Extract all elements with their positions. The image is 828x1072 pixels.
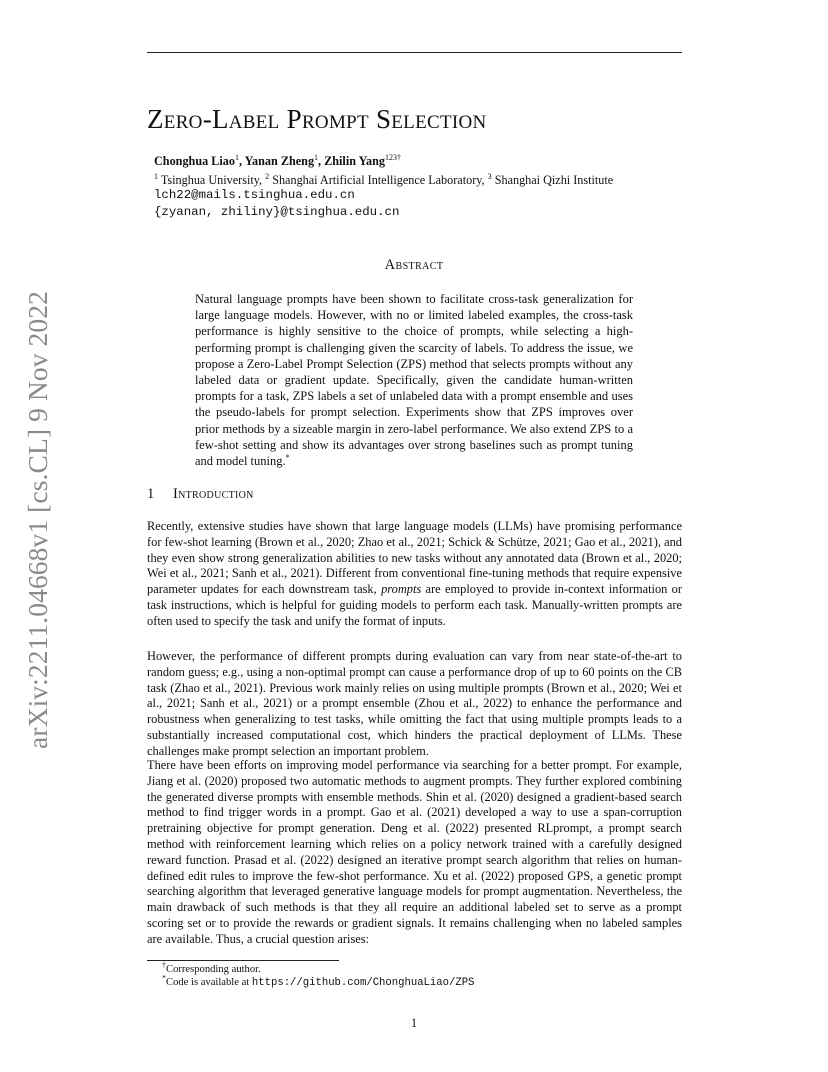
arxiv-identifier-text: arXiv:2211.04668v1 [cs.CL] 9 Nov 2022 — [22, 291, 53, 749]
email-address: {zyanan, zhiliny}@tsinghua.edu.cn — [154, 205, 400, 219]
author-affiliation-mark: 123† — [385, 152, 401, 162]
header-rule — [147, 52, 682, 53]
section-heading — [147, 486, 254, 503]
footnote-text: Code is available at — [166, 977, 252, 988]
body-paragraph: However, the performance of different prompts during evaluation can vary from near state-of-the-art to random guess; e.g., using a non-optimal prompt can cause a performance drop of up to 60 points on the CB task (Zhao et al., 2021). Previous work mainly relies on using multiple prompts (Brown et al., 2020; Wei et al., 2021; Sanh et al., 2021) or a prompt ensemble (Zhou et al., 2022) to enhance the performance and robustness when generalizing to test tasks, while omitting the fact that using multiple prompts leads to a substantially increased computational cost, which hinders the practical deployment of LLMs. These challenges make prompt selection an important problem. — [147, 649, 682, 758]
footnote — [162, 973, 475, 989]
affiliation-mark: 1 — [154, 171, 158, 181]
emphasized-term: prompts — [381, 582, 422, 597]
author-name: Zhilin Yang — [324, 154, 385, 168]
section-number: 1 — [147, 486, 155, 502]
body-paragraph — [147, 519, 682, 630]
abstract-text: Natural language prompts have been shown to facilitate cross-task generalization for large language models. However, with no or limited labeled examples, the cross-task performance is highly sensitive to the choice of prompts, while selecting a high-performing prompt is challenging given the scarcity of labels. To address the issue, we propose a Zero-Label Prompt Selection (ZPS) method that selects prompts without any labeled data or gradient update. Specifically, given the candidate human-written prompts for a task, ZPS labels a set of unlabeled data with a prompt ensemble and uses the pseudo-labels for prompt selection. Experiments show that ZPS improves over prior methods by a sizeable margin in zero-label performance. We also extend ZPS to a few-shot setting and show its advantages over strong baselines such as prompt tuning and model tuning. — [195, 292, 633, 469]
footnote — [162, 960, 261, 975]
footnote-rule — [147, 960, 339, 961]
paragraph-text: are employed to provide in-context information or task instructions, which is helpful for guiding models to perform each task. Manually-written prompts are often used to specify the task and unify the format of inputs. — [147, 582, 682, 628]
author-name: Yanan Zheng — [244, 154, 315, 168]
affiliation-text: Tsinghua University, — [158, 173, 266, 187]
author-list: Chonghua Liao$^1$, Yanan Zheng$^1$, Zhilin Yang$^{123\dagger}$ — [154, 152, 401, 168]
abstract-body — [195, 291, 633, 469]
footnote-mark: † — [162, 960, 166, 970]
abstract-heading: Abstract — [384, 257, 444, 273]
code-url[interactable]: https://github.com/ChonghuaLiao/ZPS — [251, 977, 475, 989]
section-title: Introduction — [173, 486, 254, 502]
author-name: Chonghua Liao — [154, 154, 235, 168]
affiliations — [154, 173, 613, 188]
paper-title: Zero-Label Prompt Selection — [147, 104, 487, 134]
footnote-mark: * — [162, 973, 166, 983]
affiliation-text: Shanghai Artificial Intelligence Laboratory, — [269, 173, 488, 187]
affiliation-mark: 2 — [265, 171, 270, 181]
page-number: 1 — [410, 1016, 418, 1030]
author-affiliation-mark: 1 — [234, 152, 239, 162]
paragraph-text: Recently, extensive studies have shown that large language models (LLMs) have promising performance for few-shot learning (Brown et al., 2020; Zhao et al., 2021; Schick & Schütze, 2021; Gao et al., 2021), and they even show strong generalization abilities to new tasks without any annotated data (Brown et al., 2020; Wei et al., 2021; Sanh et al., 2021). Different from conventional fine-tuning methods that require expensive parameter updates for each downstream task, — [147, 519, 682, 597]
affiliation-mark: 3 — [487, 171, 492, 181]
affiliation-text: Shanghai Qizhi Institute — [491, 173, 614, 187]
footnote-text: Corresponding author. — [166, 964, 261, 975]
email-address: lch22@mails.tsinghua.edu.cn — [154, 188, 355, 202]
body-paragraph: There have been efforts on improving model performance via searching for a better prompt. For example, Jiang et al. (2020) proposed two automatic methods to augment prompts. They further explored combining the generated diverse prompts with ensemble methods. Shin et al. (2020) designed a gradient-based search method to find trigger words in a prompt. Gao et al. (2021) developed a way to use a span-corruption pretraining objective for prompt generation. Deng et al. (2022) presented RLprompt, a prompt search method with reinforcement learning which relies on a policy network trained with a carefully designed reward function. Prasad et al. (2022) designed an iterative prompt search algorithm that relies on human-defined edit rules to improve the few-shot performance. Xu et al. (2022) proposed GPS, a genetic prompt searching algorithm that leveraged generative language models for prompt augmentation. Nevertheless, the main drawback of such methods is that they all require an additional labeled set to serve as a prompt scoring set or to provide the rewards or gradient signals. It remains challenging when no labeled samples are available. Thus, a crucial question arises: — [147, 758, 682, 946]
footnote-mark: * — [285, 452, 290, 462]
author-affiliation-mark: 1 — [314, 152, 319, 162]
